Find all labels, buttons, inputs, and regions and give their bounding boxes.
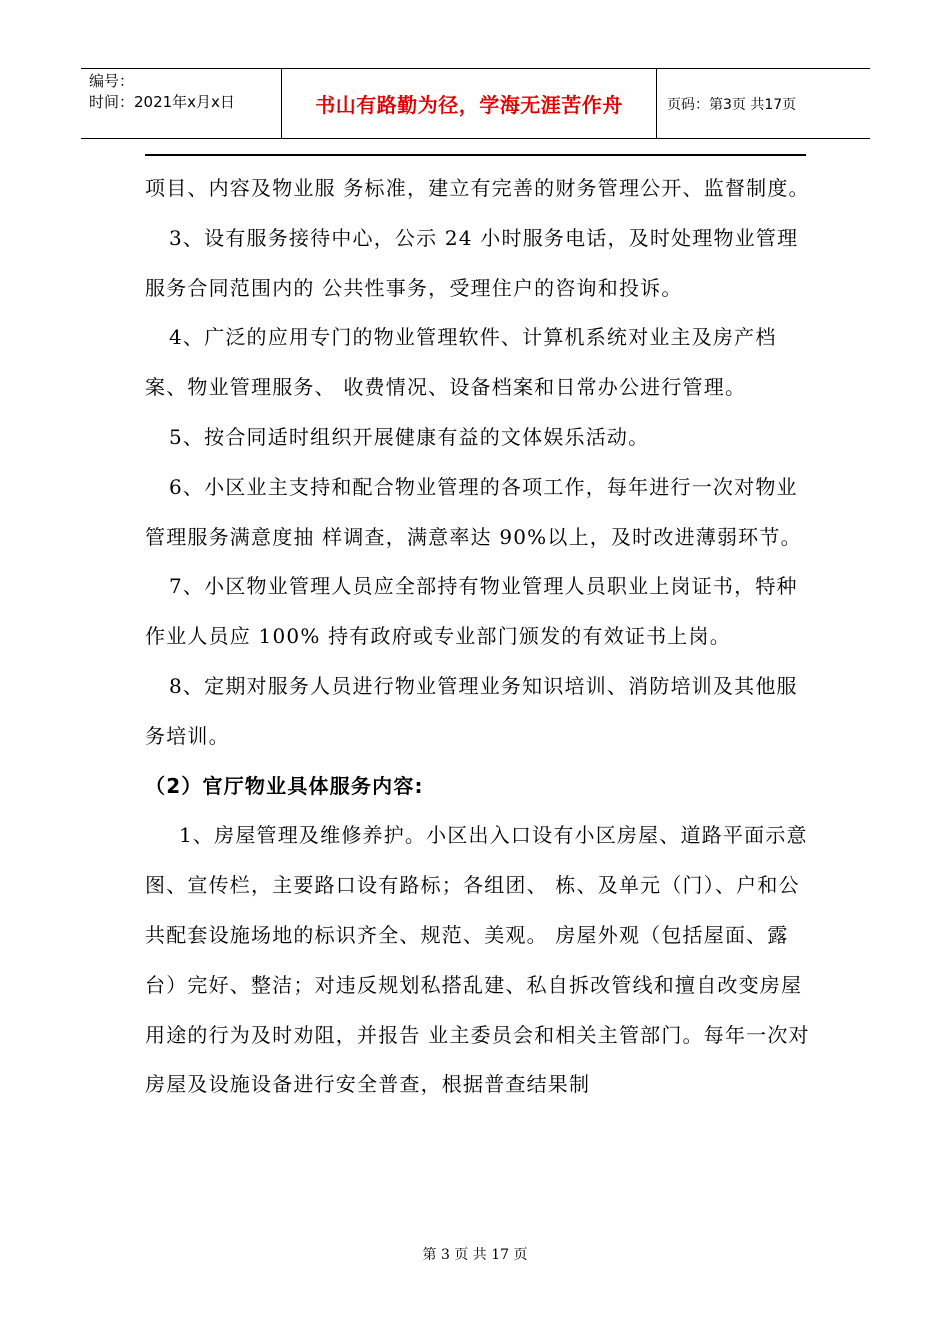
paragraph-1: 项目、内容及物业服 务标准，建立有完善的财务管理公开、监督制度。 <box>145 176 810 200</box>
section-heading: （2）官厅物业具体服务内容: <box>145 773 424 798</box>
header-meta <box>81 69 282 138</box>
paragraph-5: 6、小区业主支持和配合物业管理的各项工作，每年进行一次对物业管理服务满意度抽 样调查，满意率达 90%以上，及时改进薄弱环节。 <box>145 474 802 549</box>
header-page-info-cell <box>657 69 870 138</box>
motto-text: 书山有路勤为径，学海无涯苦作舟 <box>315 93 623 117</box>
paragraph-6: 7、小区物业管理人员应全部持有物业管理人员职业上岗证书，特种作业人员应 100% 持有政府或专业部门颁发的有效证书上岗。 <box>145 574 798 649</box>
header-rule <box>145 154 806 156</box>
paragraph-4: 5、按合同适时组织开展健康有益的文体娱乐活动。 <box>169 424 650 449</box>
paragraph-8: 1、房屋管理及维修养护。小区出入口设有小区房屋、道路平面示意图、宣传栏，主要路口设有路标；各组团、 栋、及单元（门）、户和公共配套设施场地的标识齐全、规范、美观。 房屋外观（包括屋面、露台）完好、整洁；对违反规划私搭乱建、私自拆改管线和擅自改变房屋用途的行为及时劝阻，并报告 业主委员会和相关主管部门。每年一次对房屋及设施设备进行安全普查，根据普查结果制 <box>145 823 810 1097</box>
paragraph-3: 4、广泛的应用专门的物业管理软件、计算机系统对业主及房产档案、物业管理服务、 收费情况、设备档案和日常办公进行管理。 <box>145 325 777 400</box>
header-motto-cell <box>282 69 657 138</box>
page-info: 页码：第3页 共17页 <box>667 96 797 113</box>
page-footer: 第 3 页 共 17 页 <box>422 1247 528 1263</box>
document-body <box>145 164 810 1110</box>
paragraph-7: 8、定期对服务人员进行物业管理业务知识培训、消防培训及其他服务培训。 <box>145 673 798 748</box>
date-label: 时间：2021年x月x日 <box>89 93 235 111</box>
document-header <box>81 68 870 139</box>
serial-label: 编号： <box>89 72 135 90</box>
paragraph-2: 3、设有服务接待中心，公示 24 小时服务电话，及时处理物业管理服务合同范围内的 公共性事务，受理住户的咨询和投诉。 <box>145 225 799 300</box>
